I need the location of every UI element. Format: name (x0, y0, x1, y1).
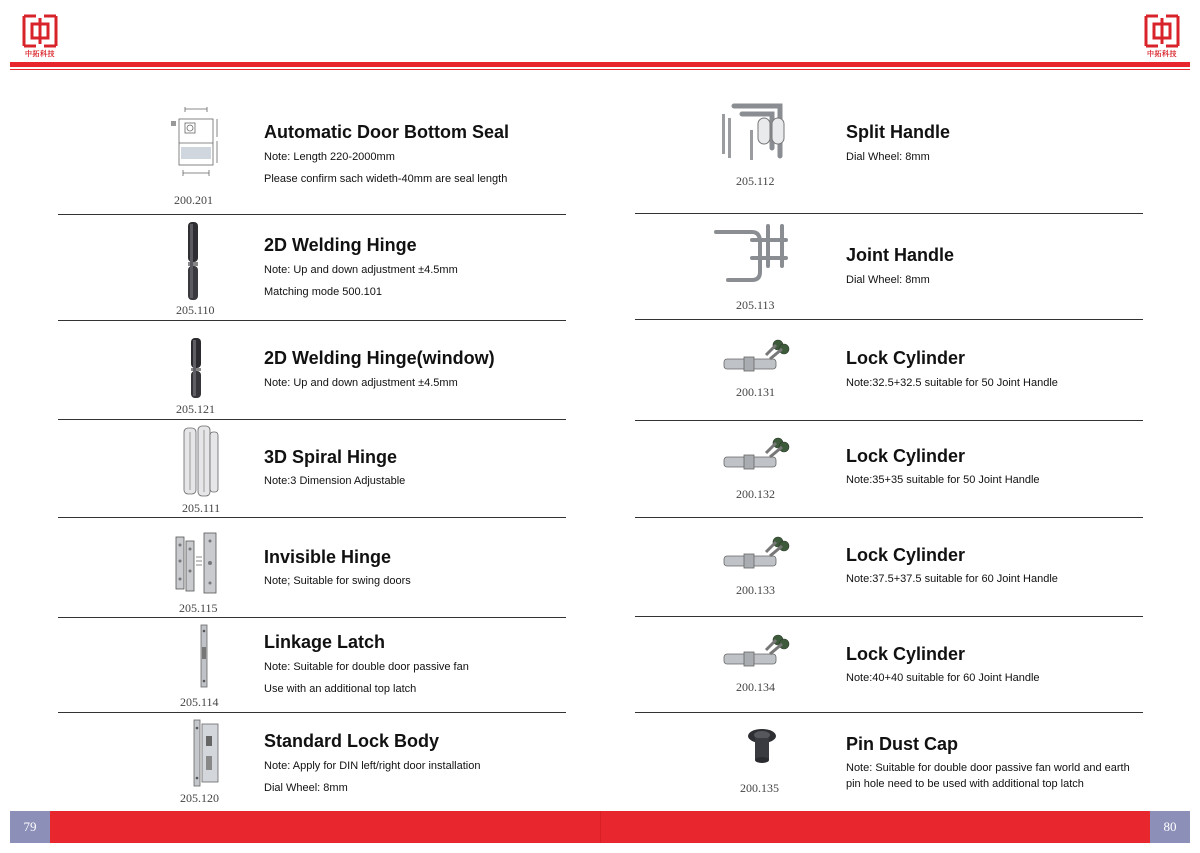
logo-text: 中拓科技 (1147, 51, 1177, 58)
product-note: Note: Up and down adjustment ±4.5mm (264, 264, 458, 276)
lock-cylinder-icon (720, 431, 792, 471)
pin-dust-cap-icon (744, 726, 780, 766)
product-code: 205.113 (736, 298, 775, 312)
product-code: 205.111 (182, 501, 221, 515)
product-title: Lock Cylinder (846, 446, 966, 466)
product-title: 3D Spiral Hinge (264, 447, 398, 467)
product-note: Note:40+40 suitable for 60 Joint Handle (846, 672, 1040, 684)
product-note: Note: Apply for DIN left/right door installation (264, 760, 481, 772)
row-divider (58, 712, 566, 713)
invisible-hinge-icon (172, 531, 222, 597)
product-title: Linkage Latch (264, 632, 386, 652)
row-divider (58, 214, 566, 215)
product-title: Lock Cylinder (846, 348, 966, 368)
product-code: 200.134 (736, 680, 775, 694)
product-note: Matching mode 500.101 (264, 286, 383, 298)
split-handle-icon (718, 100, 800, 168)
product-note: Note; Suitable for swing doors (264, 575, 411, 587)
product-code: 205.115 (179, 601, 218, 615)
welding-hinge-icon (178, 220, 208, 302)
product-note: Dial Wheel: 8mm (264, 782, 348, 794)
page-spine (600, 811, 601, 843)
product-note: Note:37.5+37.5 suitable for 60 Joint Handle (846, 573, 1058, 585)
product-title: Lock Cylinder (846, 545, 966, 565)
row-divider (635, 213, 1143, 214)
logo-mark-icon (22, 14, 58, 48)
product-note: Note:35+35 suitable for 50 Joint Handle (846, 474, 1040, 486)
joint-handle-icon (712, 222, 796, 288)
product-note: Use with an additional top latch (264, 683, 417, 695)
page-number: 79 (10, 811, 50, 843)
company-logo (22, 14, 58, 60)
product-code: 200.201 (174, 193, 213, 207)
product-title: Joint Handle (846, 245, 955, 265)
lock-cylinder-icon (720, 628, 792, 668)
product-code: 200.132 (736, 487, 775, 501)
window-hinge-icon (184, 336, 208, 400)
row-divider (58, 517, 566, 518)
product-note: Note: Suitable for double door passive fan world and earth (846, 762, 1130, 774)
company-logo (1144, 14, 1180, 60)
header-red-bar (10, 62, 1190, 67)
product-code: 205.120 (180, 791, 219, 805)
spiral-hinge-icon (180, 424, 222, 500)
product-note: Note: Length 220-2000mm (264, 151, 395, 163)
product-title: Invisible Hinge (264, 547, 392, 567)
row-divider (58, 320, 566, 321)
lock-cylinder-icon (720, 530, 792, 570)
product-code: 200.131 (736, 385, 775, 399)
product-note: pin hole need to be used with additional top latch (846, 778, 1084, 790)
linkage-latch-icon (196, 623, 212, 689)
product-title: Standard Lock Body (264, 731, 440, 751)
logo-text: 中拓科技 (25, 51, 55, 58)
product-code: 205.112 (736, 174, 775, 188)
product-note: Dial Wheel: 8mm (846, 151, 930, 163)
product-note: Note: Up and down adjustment ±4.5mm (264, 377, 458, 389)
product-note: Please confirm sach wideth-40mm are seal length (264, 173, 508, 185)
product-note: Note: Suitable for double door passive fan (264, 661, 469, 673)
product-code: 200.135 (740, 781, 779, 795)
product-note: Note:32.5+32.5 suitable for 50 Joint Handle (846, 377, 1058, 389)
header-thin-line (10, 69, 1190, 70)
row-divider (635, 420, 1143, 421)
product-code: 205.110 (176, 303, 215, 317)
row-divider (58, 419, 566, 420)
row-divider (635, 319, 1143, 320)
product-title: Pin Dust Cap (846, 734, 959, 754)
product-code: 200.133 (736, 583, 775, 597)
product-title: Automatic Door Bottom Seal (264, 122, 510, 142)
lock-cylinder-icon (720, 333, 792, 373)
row-divider (58, 617, 566, 618)
product-title: Lock Cylinder (846, 644, 966, 664)
row-divider (635, 517, 1143, 518)
row-divider (635, 616, 1143, 617)
lock-body-icon (190, 716, 224, 790)
page-number: 80 (1150, 811, 1190, 843)
logo-mark-icon (1144, 14, 1180, 48)
row-divider (635, 712, 1143, 713)
door-bottom-seal-drawing-icon (165, 107, 225, 187)
product-code: 205.121 (176, 402, 215, 416)
product-code: 205.114 (180, 695, 219, 709)
product-title: 2D Welding Hinge (264, 235, 417, 255)
product-note: Note:3 Dimension Adjustable (264, 475, 406, 487)
product-title: 2D Welding Hinge(window) (264, 348, 495, 368)
product-title: Split Handle (846, 122, 951, 142)
product-note: Dial Wheel: 8mm (846, 274, 930, 286)
